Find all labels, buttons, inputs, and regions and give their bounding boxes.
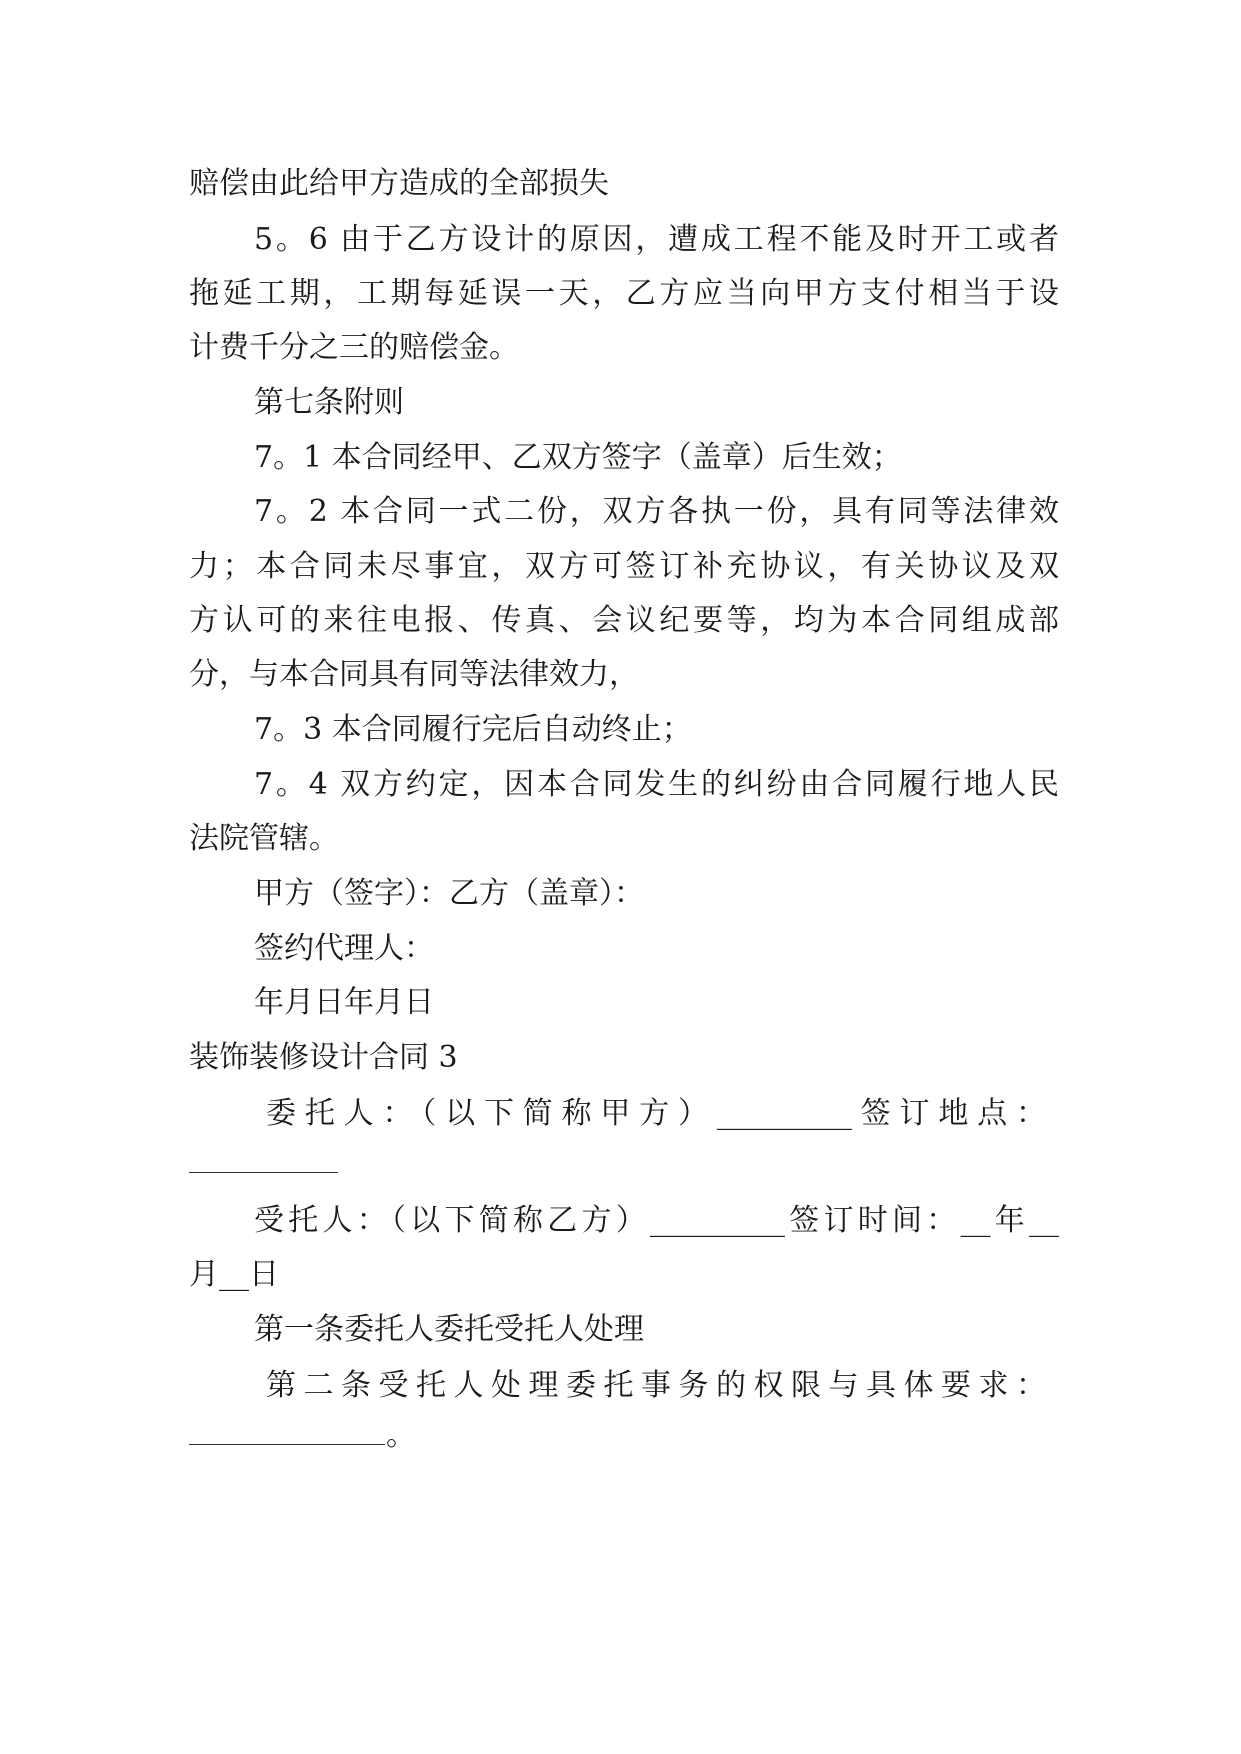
section-heading: 第七条附则 (254, 385, 404, 420)
text-line: 方认可的来往电报、传真、会议纪要等，均为本合同组成部 (189, 603, 1059, 638)
text-line: 法院管辖。 (189, 821, 339, 856)
signature-line: 甲方（签字）：乙方（盖章）： (254, 876, 644, 911)
text-line: 计费千分之三的赔偿金。 (189, 330, 519, 365)
contract-title: 装饰装修设计合同 3 (189, 1040, 458, 1075)
text-line: 力；本合同未尽事宜，双方可签订补充协议，有关协议及双 (189, 549, 1059, 584)
blank-underline (189, 1444, 385, 1445)
text-line: 分，与本合同具有同等法律效力， (189, 657, 639, 692)
agent-line: 签约代理人： (254, 931, 434, 966)
text-line: 受托人：（以下简称乙方）_________签订时间：__年__ (254, 1203, 1059, 1238)
text-line: 7。2 本合同一式二份，双方各执一份，具有同等法律效 (254, 494, 1059, 529)
text-line: 7。3 本合同履行完后自动终止； (254, 712, 692, 747)
section-heading: 第一条委托人委托受托人处理 (254, 1312, 644, 1347)
text-line: 赔偿由此给甲方造成的全部损失 (189, 166, 609, 201)
text-line: 拖延工期，工期每延误一天，乙方应当向甲方支付相当于设 (189, 276, 1059, 311)
text-line: 月__日 (189, 1257, 279, 1292)
text-line: 第二条受托人处理委托事务的权限与具体要求： (266, 1368, 1046, 1403)
text-line: 7。4 双方约定，因本合同发生的纠纷由合同履行地人民 (254, 767, 1059, 802)
text-line: 7。1 本合同经甲、乙双方签字（盖章）后生效； (254, 440, 902, 475)
text-line: 委托人：（以下简称甲方）_________签订地点： (266, 1096, 1046, 1131)
text-line: 5。6 由于乙方设计的原因，遭成工程不能及时开工或者 (254, 222, 1059, 257)
text-line: 。 (386, 1418, 416, 1453)
date-line: 年月日年月日 (254, 985, 434, 1020)
blank-underline (189, 1172, 338, 1173)
